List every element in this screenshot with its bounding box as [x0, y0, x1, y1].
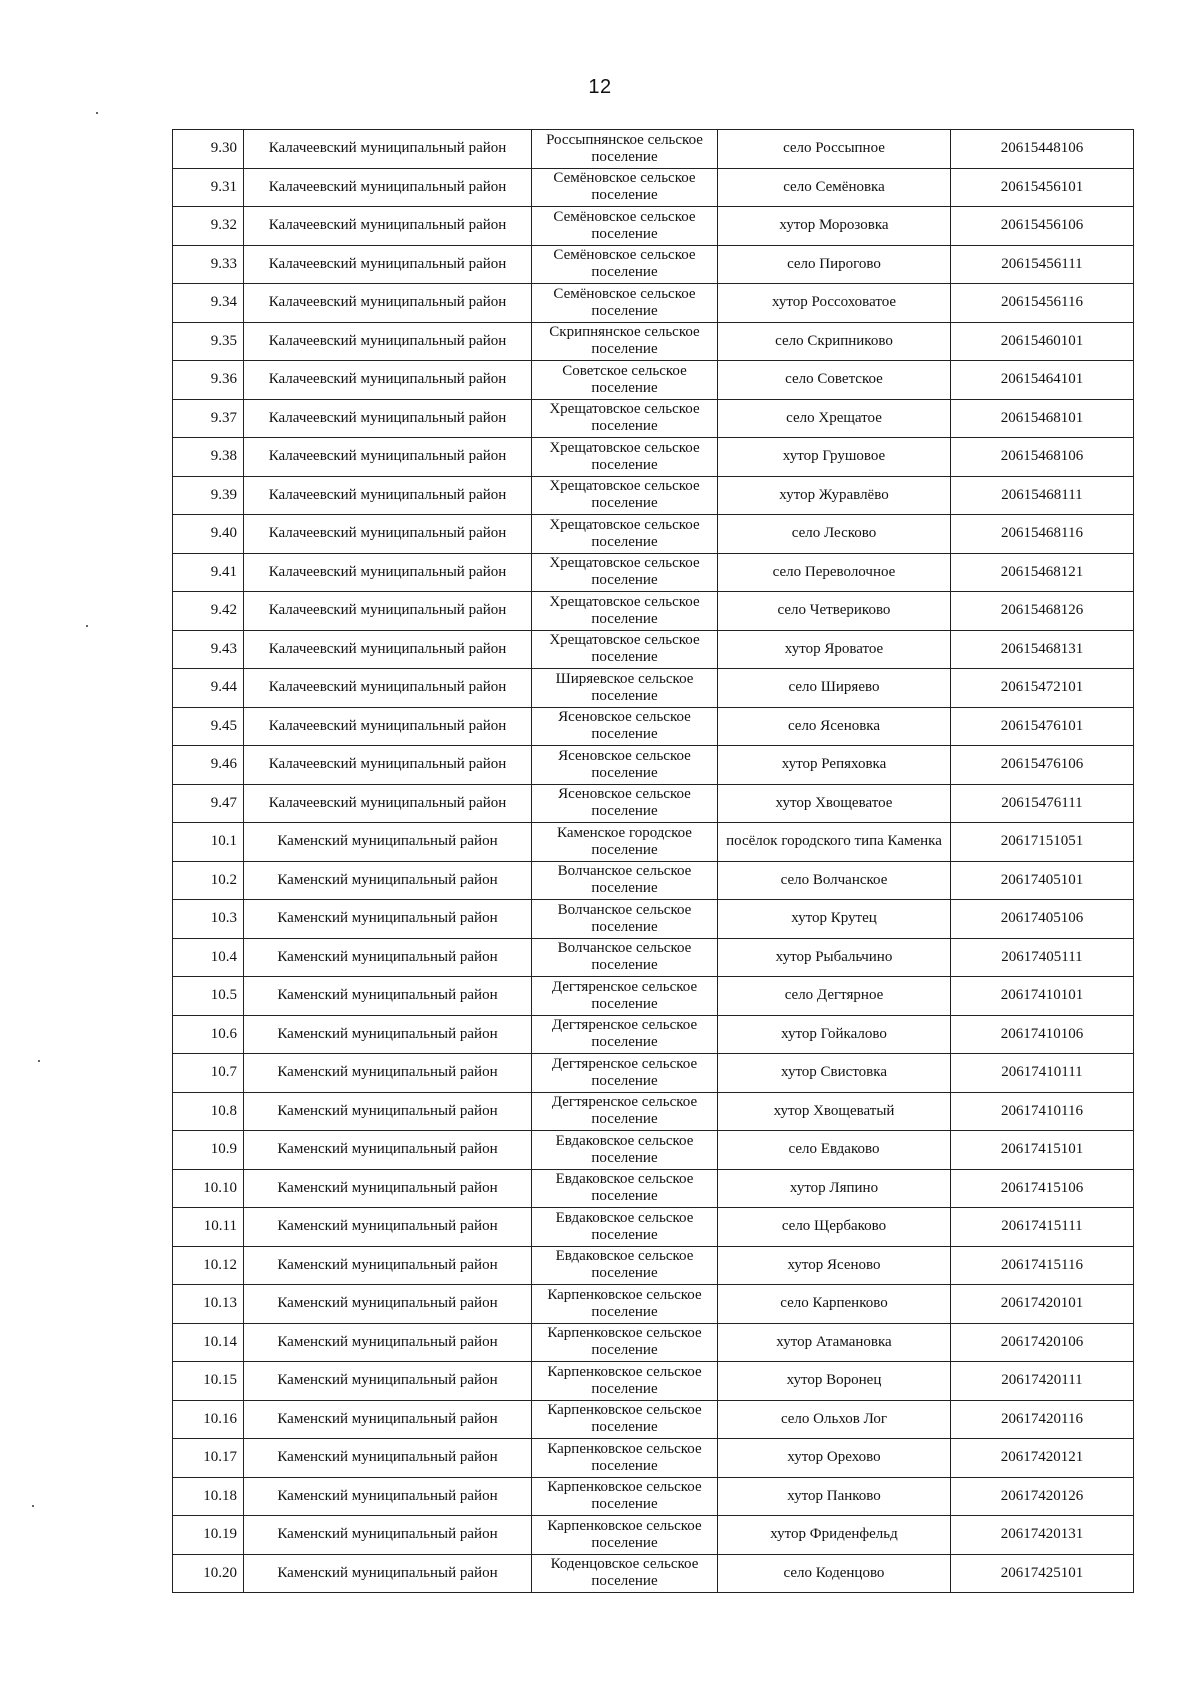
table-row [173, 438, 1134, 477]
locality-cell: хутор Гойкалово [718, 1015, 951, 1054]
row-number: 9.32 [173, 207, 244, 246]
settlement-cell: Дегтяренское сельское поселение [532, 1092, 718, 1131]
locality-cell: село Волчанское [718, 861, 951, 900]
oktmo-code-cell: 20615468126 [951, 592, 1134, 631]
locality-cell: село Советское [718, 361, 951, 400]
settlement-cell: Семёновское сельское поселение [532, 168, 718, 207]
row-number: 10.5 [173, 977, 244, 1016]
locality-cell: хутор Грушовое [718, 438, 951, 477]
district-cell: Каменский муниципальный район [244, 900, 532, 939]
district-cell: Калачеевский муниципальный район [244, 746, 532, 785]
table-row [173, 1208, 1134, 1247]
row-number: 10.1 [173, 823, 244, 862]
locality-cell: село Щербаково [718, 1208, 951, 1247]
table-row [173, 669, 1134, 708]
table-row [173, 861, 1134, 900]
table-row [173, 746, 1134, 785]
district-cell: Калачеевский муниципальный район [244, 399, 532, 438]
oktmo-code-cell: 20617420116 [951, 1400, 1134, 1439]
oktmo-code-cell: 20617415106 [951, 1169, 1134, 1208]
oktmo-code-cell: 20617405101 [951, 861, 1134, 900]
row-number: 9.39 [173, 476, 244, 515]
district-cell: Каменский муниципальный район [244, 1208, 532, 1247]
row-number: 9.46 [173, 746, 244, 785]
row-number: 9.33 [173, 245, 244, 284]
row-number: 9.38 [173, 438, 244, 477]
table-row [173, 1362, 1134, 1401]
district-cell: Каменский муниципальный район [244, 1092, 532, 1131]
row-number: 10.2 [173, 861, 244, 900]
locality-cell: хутор Свистовка [718, 1054, 951, 1093]
district-cell: Каменский муниципальный район [244, 1554, 532, 1593]
district-cell: Калачеевский муниципальный район [244, 130, 532, 169]
table-row [173, 284, 1134, 323]
settlement-cell: Карпенковское сельское поселение [532, 1323, 718, 1362]
locality-cell: село Семёновка [718, 168, 951, 207]
row-number: 10.20 [173, 1554, 244, 1593]
district-cell: Калачеевский муниципальный район [244, 322, 532, 361]
oktmo-code-cell: 20615476111 [951, 784, 1134, 823]
table-row [173, 1285, 1134, 1324]
oktmo-code-cell: 20617410111 [951, 1054, 1134, 1093]
table-row [173, 1516, 1134, 1555]
locality-cell: хутор Ясеново [718, 1246, 951, 1285]
oktmo-code-cell: 20617420101 [951, 1285, 1134, 1324]
settlement-cell: Ясеновское сельское поселение [532, 746, 718, 785]
settlement-cell: Каменское городское поселение [532, 823, 718, 862]
page-number: 12 [588, 76, 612, 98]
table-row [173, 707, 1134, 746]
row-number: 10.3 [173, 900, 244, 939]
oktmo-code-cell: 20615468111 [951, 476, 1134, 515]
oktmo-code-cell: 20617420111 [951, 1362, 1134, 1401]
locality-cell: село Четвериково [718, 592, 951, 631]
district-cell: Каменский муниципальный район [244, 1439, 532, 1478]
table-row [173, 361, 1134, 400]
table-row [173, 938, 1134, 977]
row-number: 10.17 [173, 1439, 244, 1478]
oktmo-code-cell: 20615468116 [951, 515, 1134, 554]
locality-cell: село Переволочное [718, 553, 951, 592]
settlement-cell: Карпенковское сельское поселение [532, 1362, 718, 1401]
row-number: 9.34 [173, 284, 244, 323]
district-cell: Калачеевский муниципальный район [244, 553, 532, 592]
district-cell: Каменский муниципальный район [244, 1169, 532, 1208]
district-cell: Калачеевский муниципальный район [244, 707, 532, 746]
oktmo-code-cell: 20617415111 [951, 1208, 1134, 1247]
table-body [173, 130, 1134, 1593]
settlement-cell: Карпенковское сельское поселение [532, 1439, 718, 1478]
settlement-cell: Хрещатовское сельское поселение [532, 592, 718, 631]
locality-cell: село Ясеновка [718, 707, 951, 746]
locality-cell: хутор Ляпино [718, 1169, 951, 1208]
settlement-cell: Семёновское сельское поселение [532, 284, 718, 323]
oktmo-code-cell: 20615464101 [951, 361, 1134, 400]
locality-cell: посёлок городского типа Каменка [718, 823, 951, 862]
settlement-cell: Россыпнянское сельское поселение [532, 130, 718, 169]
row-number: 10.4 [173, 938, 244, 977]
table-row [173, 515, 1134, 554]
district-cell: Калачеевский муниципальный район [244, 207, 532, 246]
table-row [173, 207, 1134, 246]
oktmo-code-cell: 20615456106 [951, 207, 1134, 246]
row-number: 9.42 [173, 592, 244, 631]
settlement-cell: Хрещатовское сельское поселение [532, 553, 718, 592]
table-row [173, 1400, 1134, 1439]
locality-cell: село Лесково [718, 515, 951, 554]
scan-speck [38, 1060, 40, 1062]
locality-cell: хутор Россоховатое [718, 284, 951, 323]
settlement-cell: Хрещатовское сельское поселение [532, 630, 718, 669]
settlement-cell: Карпенковское сельское поселение [532, 1516, 718, 1555]
table-row [173, 322, 1134, 361]
settlement-cell: Евдаковское сельское поселение [532, 1131, 718, 1170]
scan-speck [96, 112, 98, 114]
district-cell: Калачеевский муниципальный район [244, 630, 532, 669]
locality-cell: село Евдаково [718, 1131, 951, 1170]
district-cell: Калачеевский муниципальный район [244, 168, 532, 207]
locality-cell: хутор Орехово [718, 1439, 951, 1478]
locality-cell: хутор Воронец [718, 1362, 951, 1401]
district-cell: Каменский муниципальный район [244, 977, 532, 1016]
oktmo-code-cell: 20617420131 [951, 1516, 1134, 1555]
oktmo-code-cell: 20615456116 [951, 284, 1134, 323]
row-number: 10.8 [173, 1092, 244, 1131]
settlement-cell: Евдаковское сельское поселение [532, 1208, 718, 1247]
row-number: 10.11 [173, 1208, 244, 1247]
row-number: 9.44 [173, 669, 244, 708]
row-number: 9.43 [173, 630, 244, 669]
district-cell: Каменский муниципальный район [244, 823, 532, 862]
row-number: 10.12 [173, 1246, 244, 1285]
oktmo-code-cell: 20615468106 [951, 438, 1134, 477]
oktmo-code-cell: 20617420126 [951, 1477, 1134, 1516]
scan-speck [86, 625, 88, 627]
locality-cell: село Дегтярное [718, 977, 951, 1016]
locality-cell: хутор Журавлёво [718, 476, 951, 515]
locality-cell: хутор Фриденфельд [718, 1516, 951, 1555]
oktmo-code-cell: 20615468101 [951, 399, 1134, 438]
oktmo-code-cell: 20617420106 [951, 1323, 1134, 1362]
district-cell: Калачеевский муниципальный район [244, 669, 532, 708]
row-number: 9.47 [173, 784, 244, 823]
row-number: 10.6 [173, 1015, 244, 1054]
table-row [173, 168, 1134, 207]
locality-cell: село Скрипниково [718, 322, 951, 361]
table-row [173, 1246, 1134, 1285]
locality-cell: село Карпенково [718, 1285, 951, 1324]
row-number: 10.18 [173, 1477, 244, 1516]
oktmo-code-cell: 20617410101 [951, 977, 1134, 1016]
district-cell: Калачеевский муниципальный район [244, 515, 532, 554]
settlement-cell: Хрещатовское сельское поселение [532, 399, 718, 438]
table-row [173, 1131, 1134, 1170]
row-number: 10.13 [173, 1285, 244, 1324]
oktmo-code-cell: 20615472101 [951, 669, 1134, 708]
district-cell: Каменский муниципальный район [244, 1054, 532, 1093]
locality-cell: село Коденцово [718, 1554, 951, 1593]
district-cell: Калачеевский муниципальный район [244, 284, 532, 323]
locality-cell: хутор Репяховка [718, 746, 951, 785]
settlement-cell: Дегтяренское сельское поселение [532, 977, 718, 1016]
district-cell: Каменский муниципальный район [244, 1362, 532, 1401]
settlement-cell: Коденцовское сельское поселение [532, 1554, 718, 1593]
oktmo-code-cell: 20617420121 [951, 1439, 1134, 1478]
table-row [173, 1092, 1134, 1131]
row-number: 9.37 [173, 399, 244, 438]
district-cell: Каменский муниципальный район [244, 1516, 532, 1555]
row-number: 10.16 [173, 1400, 244, 1439]
settlement-cell: Волчанское сельское поселение [532, 938, 718, 977]
row-number: 9.40 [173, 515, 244, 554]
settlement-cell: Волчанское сельское поселение [532, 900, 718, 939]
district-cell: Калачеевский муниципальный район [244, 592, 532, 631]
locality-cell: хутор Крутец [718, 900, 951, 939]
district-cell: Калачеевский муниципальный район [244, 784, 532, 823]
row-number: 9.35 [173, 322, 244, 361]
table-row [173, 1477, 1134, 1516]
row-number: 10.9 [173, 1131, 244, 1170]
oktmo-code-cell: 20615476106 [951, 746, 1134, 785]
oktmo-code-cell: 20617405111 [951, 938, 1134, 977]
settlement-cell: Ширяевское сельское поселение [532, 669, 718, 708]
settlement-cell: Дегтяренское сельское поселение [532, 1054, 718, 1093]
table-row [173, 245, 1134, 284]
locality-cell: хутор Рыбальчино [718, 938, 951, 977]
row-number: 10.15 [173, 1362, 244, 1401]
district-cell: Калачеевский муниципальный район [244, 438, 532, 477]
district-cell: Каменский муниципальный район [244, 1400, 532, 1439]
settlement-cell: Хрещатовское сельское поселение [532, 515, 718, 554]
district-cell: Каменский муниципальный район [244, 938, 532, 977]
district-cell: Каменский муниципальный район [244, 1015, 532, 1054]
locality-cell: хутор Хвощеватый [718, 1092, 951, 1131]
oktmo-code-cell: 20617151051 [951, 823, 1134, 862]
district-cell: Каменский муниципальный район [244, 1285, 532, 1324]
oktmo-code-cell: 20615456101 [951, 168, 1134, 207]
table-row [173, 130, 1134, 169]
row-number: 10.10 [173, 1169, 244, 1208]
district-cell: Каменский муниципальный район [244, 1323, 532, 1362]
settlement-cell: Евдаковское сельское поселение [532, 1169, 718, 1208]
oktmo-code-cell: 20617410106 [951, 1015, 1134, 1054]
locality-cell: село Ольхов Лог [718, 1400, 951, 1439]
settlement-cell: Хрещатовское сельское поселение [532, 476, 718, 515]
locality-cell: село Россыпное [718, 130, 951, 169]
settlement-cell: Евдаковское сельское поселение [532, 1246, 718, 1285]
settlement-cell: Скрипнянское сельское поселение [532, 322, 718, 361]
oktmo-code-cell: 20617415101 [951, 1131, 1134, 1170]
row-number: 10.19 [173, 1516, 244, 1555]
locality-cell: хутор Морозовка [718, 207, 951, 246]
table-row [173, 1054, 1134, 1093]
settlement-cell: Семёновское сельское поселение [532, 207, 718, 246]
oktmo-code-cell: 20615476101 [951, 707, 1134, 746]
oktmo-code-cell: 20617415116 [951, 1246, 1134, 1285]
district-cell: Каменский муниципальный район [244, 1131, 532, 1170]
settlement-cell: Волчанское сельское поселение [532, 861, 718, 900]
table-row [173, 823, 1134, 862]
table-row [173, 399, 1134, 438]
row-number: 9.36 [173, 361, 244, 400]
district-cell: Каменский муниципальный район [244, 1246, 532, 1285]
scan-speck [32, 1505, 34, 1507]
locality-cell: хутор Атамановка [718, 1323, 951, 1362]
oktmo-code-cell: 20615460101 [951, 322, 1134, 361]
district-cell: Каменский муниципальный район [244, 861, 532, 900]
locality-cell: село Ширяево [718, 669, 951, 708]
table-row [173, 592, 1134, 631]
table-row [173, 1169, 1134, 1208]
table-row [173, 1015, 1134, 1054]
oktmo-code-cell: 20617425101 [951, 1554, 1134, 1593]
oktmo-code-cell: 20615448106 [951, 130, 1134, 169]
row-number: 9.45 [173, 707, 244, 746]
settlement-cell: Хрещатовское сельское поселение [532, 438, 718, 477]
district-cell: Калачеевский муниципальный район [244, 361, 532, 400]
district-cell: Калачеевский муниципальный район [244, 476, 532, 515]
district-cell: Каменский муниципальный район [244, 1477, 532, 1516]
locality-cell: хутор Панково [718, 1477, 951, 1516]
settlement-cell: Семёновское сельское поселение [532, 245, 718, 284]
settlement-cell: Ясеновское сельское поселение [532, 784, 718, 823]
row-number: 9.41 [173, 553, 244, 592]
table-row [173, 476, 1134, 515]
district-cell: Калачеевский муниципальный район [244, 245, 532, 284]
locality-cell: хутор Яроватое [718, 630, 951, 669]
row-number: 9.30 [173, 130, 244, 169]
locality-cell: село Пирогово [718, 245, 951, 284]
oktmo-code-cell: 20615468121 [951, 553, 1134, 592]
settlement-cell: Карпенковское сельское поселение [532, 1477, 718, 1516]
locality-cell: хутор Хвощеватое [718, 784, 951, 823]
row-number: 10.7 [173, 1054, 244, 1093]
settlement-cell: Карпенковское сельское поселение [532, 1285, 718, 1324]
table-row [173, 900, 1134, 939]
oktmo-code-cell: 20617405106 [951, 900, 1134, 939]
table-row [173, 553, 1134, 592]
table-row [173, 630, 1134, 669]
table-row [173, 784, 1134, 823]
oktmo-code-cell: 20617410116 [951, 1092, 1134, 1131]
table-row [173, 1323, 1134, 1362]
settlement-cell: Дегтяренское сельское поселение [532, 1015, 718, 1054]
settlement-cell: Советское сельское поселение [532, 361, 718, 400]
row-number: 10.14 [173, 1323, 244, 1362]
oktmo-code-cell: 20615468131 [951, 630, 1134, 669]
oktmo-code-cell: 20615456111 [951, 245, 1134, 284]
table-row [173, 1439, 1134, 1478]
table-row [173, 977, 1134, 1016]
settlement-cell: Ясеновское сельское поселение [532, 707, 718, 746]
row-number: 9.31 [173, 168, 244, 207]
table-row [173, 1554, 1134, 1593]
settlements-table [172, 129, 1134, 1593]
settlement-cell: Карпенковское сельское поселение [532, 1400, 718, 1439]
locality-cell: село Хрещатое [718, 399, 951, 438]
